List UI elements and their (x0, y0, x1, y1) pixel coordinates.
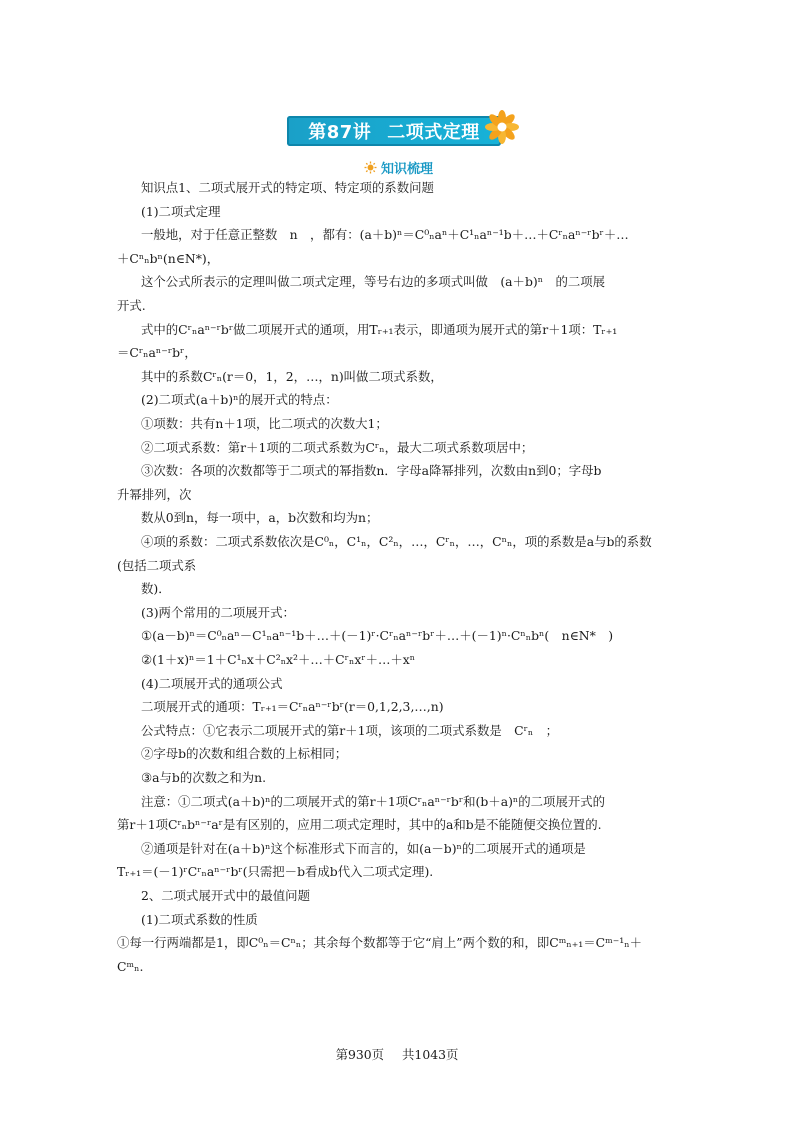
lecture-number: 第87讲 (308, 122, 372, 143)
text-line: ②二项式系数：第r＋1项的二项式系数为Cʳₙ，最大二项式系数项居中； (141, 439, 534, 455)
section-heading (364, 157, 433, 177)
text-line: ③次数：各项的次数都等于二项式的幂指数n．字母a降幂排列，次数由n到0；字母b (141, 463, 602, 479)
text-line: ②字母b的次数和组合数的上标相同； (141, 746, 348, 762)
text-line: ①项数：共有n＋1项，比二项式的次数大1； (141, 416, 388, 431)
text-line: (1)二项式系数的性质 (141, 911, 258, 927)
text-line: 其中的系数Cʳₙ(r＝0，1，2，…，n)叫做二项式系数， (141, 368, 443, 384)
text-line: 2、二项式展开式中的最值问题 (141, 888, 310, 903)
text-line: 数从0到n，每一项中，a，b次数和均为n； (141, 510, 379, 526)
lecture-title-banner (287, 116, 527, 148)
text-line: 注意：①二项式(a＋b)ⁿ的二项展开式的第r＋1项Cʳₙaⁿ⁻ʳbʳ和(b＋a)ⁿ的二项展开式的 (141, 793, 606, 809)
section-title: 知识梳理 (381, 161, 434, 177)
lecture-title-box (287, 116, 501, 146)
text-line: ②(1＋x)ⁿ＝1＋C¹ₙx＋C²ₙx²＋…＋Cʳₙxʳ＋…＋xⁿ (141, 652, 416, 667)
text-line: ④项的系数：二项式系数依次是C⁰ₙ，C¹ₙ，C²ₙ，…，Cʳₙ，…，Cⁿₙ，项的系数是a与b的系数 (141, 534, 652, 549)
text-line: (3)两个常用的二项展开式： (141, 604, 295, 620)
text-line: ①每一行两端都是1，即C⁰ₙ＝Cⁿₙ；其余每个数都等于它“肩上”两个数的和，即Cᵐₙ₊₁＝Cᵐ⁻¹ₙ＋ (117, 935, 642, 951)
text-line: ＋Cⁿₙbⁿ(n∈N*)， (117, 250, 220, 266)
text-line: 公式特点：①它表示二项展开式的第r＋1项，该项的二项式系数是 Cʳₙ ； (141, 722, 559, 738)
flower-icon (485, 110, 519, 144)
text-line: 开式. (117, 298, 146, 313)
text-line: 知识点1、二项式展开式的特定项、特定项的系数问题 (141, 180, 434, 195)
text-line: (包括二项式系 (117, 557, 197, 573)
text-line: ③a与b的次数之和为n. (141, 770, 267, 785)
text-line: 数)． (141, 581, 171, 597)
text-line: 这个公式所表示的定理叫做二项式定理，等号右边的多项式叫做 (a＋b)ⁿ 的二项展 (141, 274, 606, 290)
text-line: 一般地，对于任意正整数 n ，都有：(a＋b)ⁿ＝C⁰ₙaⁿ＋C¹ₙaⁿ⁻¹b＋…＋Cʳₙaⁿ⁻ʳbʳ＋… (141, 227, 629, 243)
text-line: Cᵐₙ. (117, 958, 144, 974)
text-line: Tᵣ₊₁＝(－1)ʳCʳₙaⁿ⁻ʳbʳ(只需把－b看成b代入二项式定理). (117, 864, 434, 880)
text-line: (4)二项展开式的通项公式 (141, 675, 283, 691)
sun-icon (364, 161, 377, 174)
text-line: 式中的Cʳₙaⁿ⁻ʳbʳ做二项展开式的通项，用Tᵣ₊₁表示，即通项为展开式的第r＋1项：Tᵣ₊₁ (141, 321, 618, 337)
text-line: (2)二项式(a＋b)ⁿ的展开式的特点： (141, 392, 338, 408)
page-total: 共1043页 (402, 1047, 459, 1062)
text-line: 升幂排列，次 (117, 486, 192, 502)
page-footer (0, 1045, 794, 1063)
lecture-topic: 二项式定理 (387, 122, 480, 143)
text-line: ①(a－b)ⁿ＝C⁰ₙaⁿ－C¹ₙaⁿ⁻¹b＋…＋(－1)ʳ·Cʳₙaⁿ⁻ʳbʳ＋…＋(－1)ⁿ·Cⁿₙbⁿ( n∈N* ) (141, 628, 614, 644)
text-line: 二项展开式的通项：Tᵣ₊₁＝Cʳₙaⁿ⁻ʳbʳ(r＝0,1,2,3,…,n) (141, 699, 444, 715)
text-line: (1)二项式定理 (141, 203, 221, 219)
text-line: ＝Cʳₙaⁿ⁻ʳbʳ， (117, 345, 197, 361)
page-number: 第930页 (335, 1047, 385, 1062)
text-line: ②通项是针对在(a＋b)ⁿ这个标准形式下而言的，如(a－b)ⁿ的二项展开式的通项是 (141, 840, 586, 856)
text-line: 第r＋1项Cʳₙbⁿ⁻ʳaʳ是有区别的，应用二项式定理时，其中的a和b是不能随便交换位置的. (117, 817, 602, 833)
